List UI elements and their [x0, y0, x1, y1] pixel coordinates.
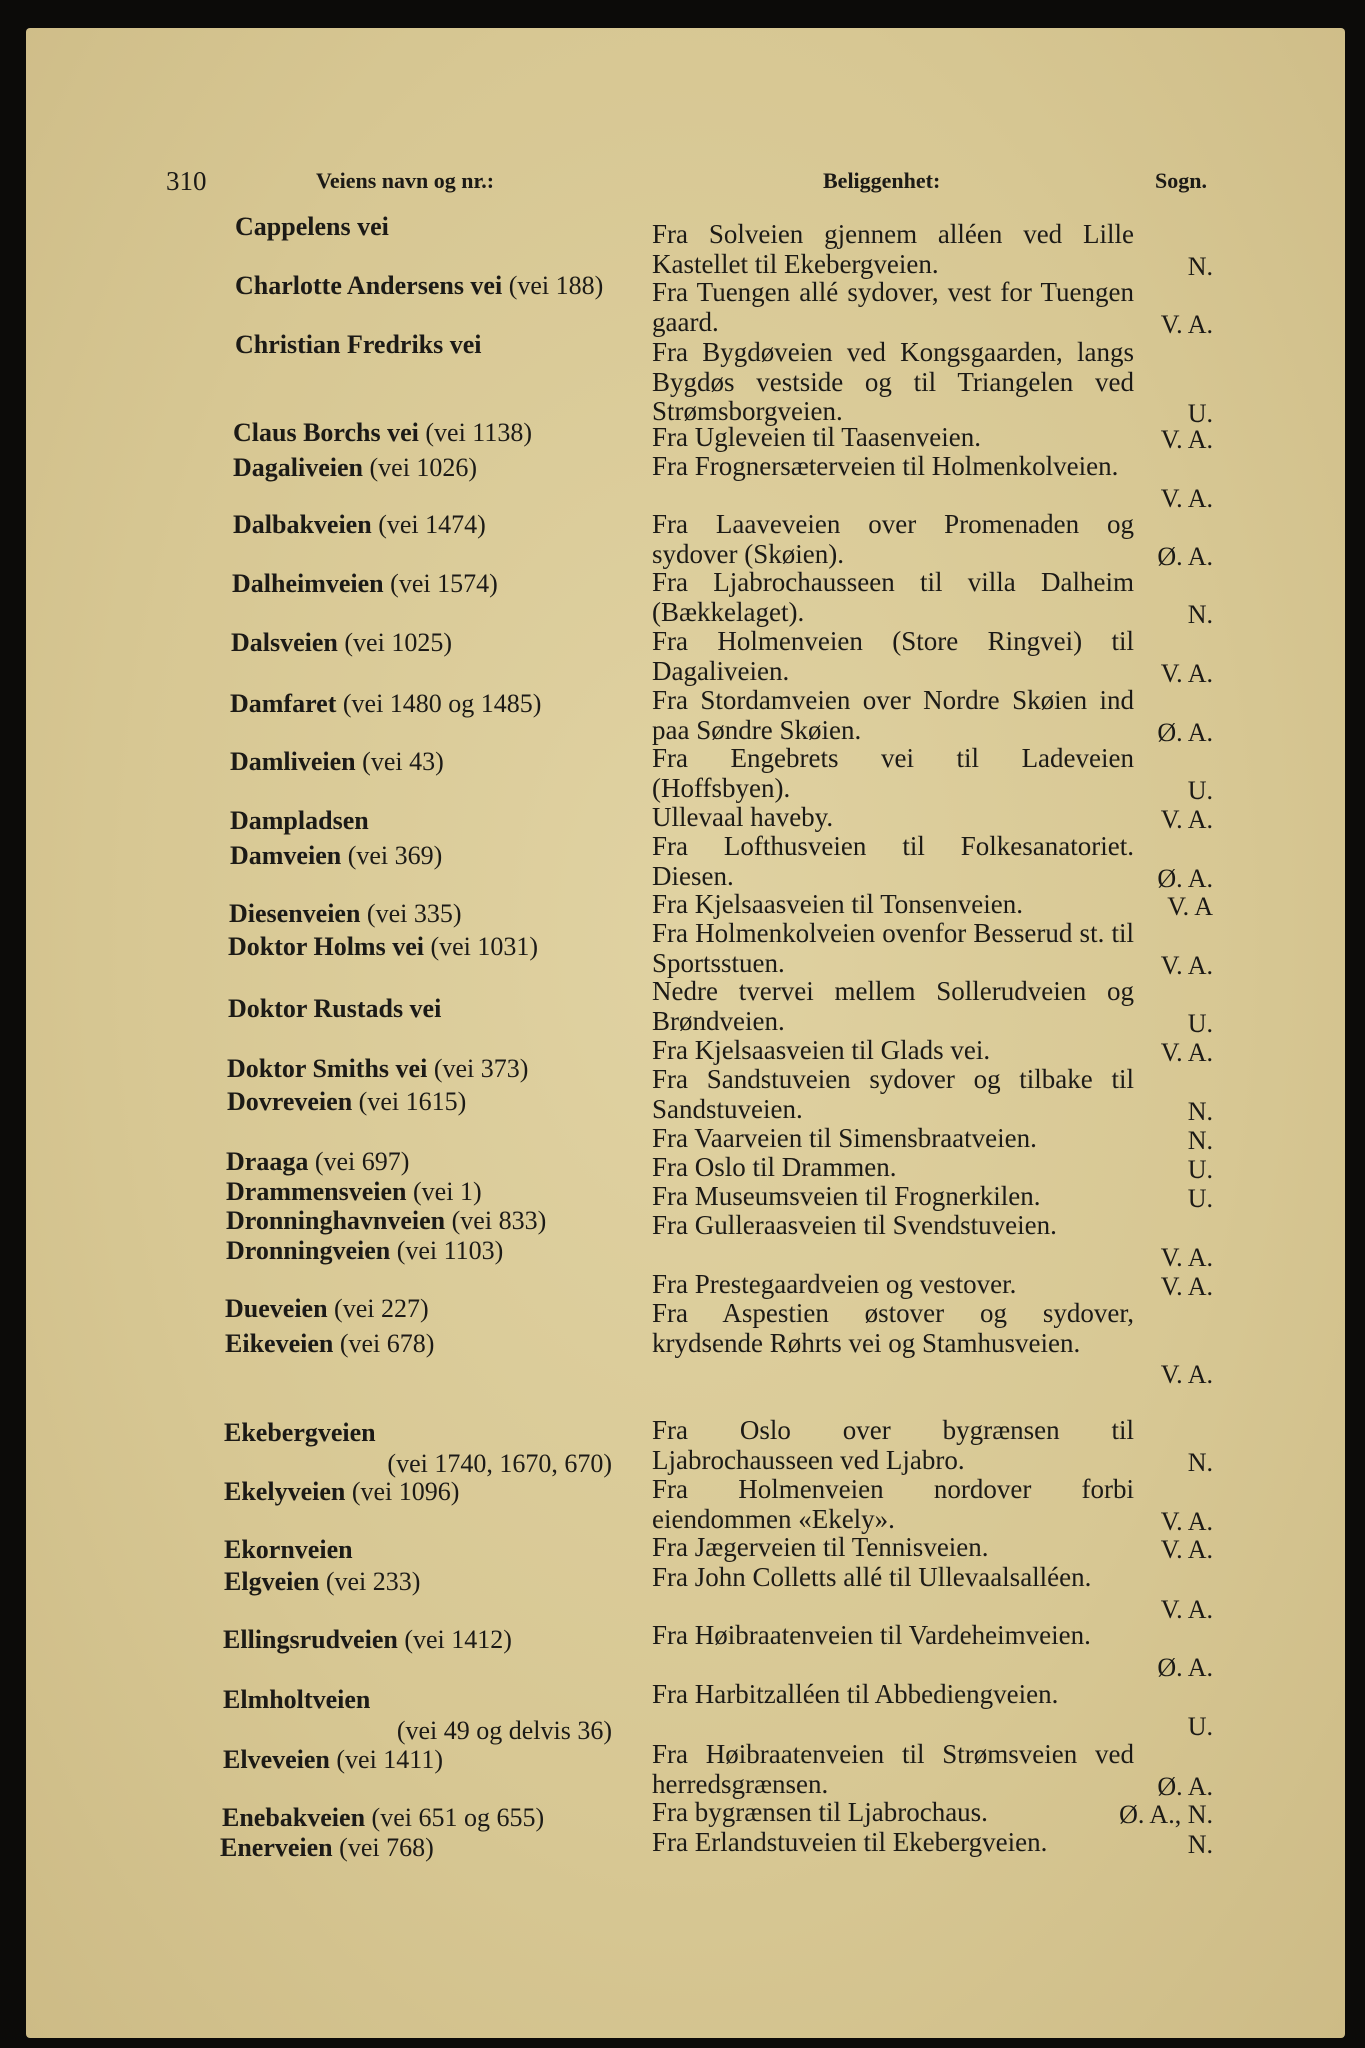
road-number: (vei 1096)	[351, 1477, 460, 1506]
parish-code: N.	[1187, 1096, 1213, 1126]
parish-code: V. A.	[1160, 1594, 1213, 1624]
street-name	[231, 628, 452, 658]
street-name-text: Enerveien	[220, 1833, 333, 1862]
street-name	[227, 1087, 466, 1117]
street-name-text: Enebakveien	[222, 1803, 366, 1832]
street-name-text: Dronningveien	[226, 1236, 391, 1265]
road-number: (vei 1103)	[396, 1236, 504, 1265]
street-name	[233, 453, 477, 483]
location-description: Fra Bygdøveien ved Kongsgaarden, langs Bygdøs vestside og til Triangelen ved Strømsborgveien.	[652, 337, 1134, 426]
location-description: Fra Ugleveien til Taasenveien.	[652, 422, 981, 452]
street-name	[229, 899, 462, 929]
road-number: (vei 678)	[339, 1329, 435, 1358]
location-description: Fra Høibraatenveien til Strømsveien ved herredsgrænsen.	[652, 1739, 1134, 1799]
parish-code: N.	[1187, 251, 1213, 281]
street-name	[225, 1294, 429, 1324]
street-name	[222, 1803, 544, 1833]
street-name-text: Doktor Rustads vei	[228, 994, 442, 1023]
street-name-text: Dueveien	[225, 1294, 328, 1323]
street-name-text: Doktor Holms vei	[228, 932, 424, 961]
street-name	[228, 932, 538, 962]
street-name-text: Eikeveien	[225, 1329, 334, 1358]
street-name-text: Damliveien	[230, 747, 356, 776]
street-name	[226, 1206, 546, 1236]
street-name-text: Ekebergveien	[224, 1418, 376, 1447]
parish-code: V. A	[1167, 892, 1213, 921]
road-number: (vei 1474)	[378, 510, 486, 539]
street-name	[223, 1625, 512, 1655]
street-name-text: Ekelyveien	[224, 1477, 346, 1506]
street-name-text: Cappelens vei	[235, 212, 389, 241]
column-header-location: Beliggenhet:	[823, 168, 941, 193]
road-number: (vei 1412)	[404, 1625, 512, 1654]
street-name	[227, 1054, 528, 1084]
location-description: Fra Kjelsaasveien til Tonsenveien.	[652, 889, 1024, 919]
column-header-parish: Sogn.	[1155, 168, 1207, 193]
parish-code: V. A.	[1160, 1038, 1213, 1067]
road-number: (vei 1026)	[369, 453, 478, 482]
parish-code: U.	[1187, 1155, 1213, 1184]
location-description: Fra Holmenveien nordover forbi eiendommen «Ekely».	[652, 1474, 1134, 1534]
parish-code: V. A.	[1160, 1360, 1213, 1389]
street-name	[226, 1147, 409, 1177]
street-name-text: Elveveien	[223, 1745, 330, 1774]
location-description: Fra Høibraatenveien til Vardeheimveien.	[652, 1620, 1091, 1650]
location-description: Nedre tvervei mellem Sollerudveien og Brøndveien.	[652, 976, 1134, 1036]
road-number: (vei 49 og delvis 36)	[396, 1716, 612, 1745]
parish-code: V. A.	[1160, 483, 1213, 513]
location-description: Fra Harbitzalléen til Abbediengveien.	[652, 1679, 1059, 1709]
road-number: (vei 43)	[362, 747, 444, 776]
street-name-text: Ellingsrudveien	[223, 1625, 398, 1654]
parish-code: V. A.	[1160, 1242, 1213, 1272]
street-name-text: Dalbakveien	[233, 510, 372, 539]
parish-code: V. A.	[1160, 309, 1213, 339]
parish-code: V. A.	[1160, 805, 1213, 834]
road-number: (vei 335)	[366, 899, 462, 928]
street-name-text: Christian Fredriks vei	[235, 330, 482, 359]
street-name	[224, 1477, 459, 1507]
street-name-text: Diesenveien	[229, 899, 361, 928]
parish-code: U.	[1187, 1008, 1213, 1038]
road-number: (vei 1480 og 1485)	[342, 689, 542, 718]
parish-code: Ø. A.	[1157, 541, 1213, 571]
street-name	[228, 994, 441, 1024]
location-description: Fra Kjelsaasveien til Glads vei.	[652, 1035, 991, 1065]
location-description: Fra Engebrets vei til Ladeveien (Hoffsbyen).	[652, 743, 1134, 803]
parish-code: Ø. A., N.	[1119, 1800, 1213, 1829]
parish-code: V. A.	[1160, 1506, 1213, 1536]
street-name-text: Doktor Smiths vei	[227, 1054, 428, 1083]
location-description: Fra Solveien gjennem alléen ved Lille Kastellet til Ekebergveien.	[652, 219, 1134, 279]
location-description: Fra Aspestien østover og sydover, krydsende Røhrts vei og Stamhusveien.	[652, 1298, 1134, 1358]
road-number: (vei 651 og 655)	[371, 1803, 545, 1832]
location-description: Fra Laaveveien over Promenaden og sydover (Skøien).	[652, 509, 1134, 569]
location-description: Fra Holmenkolveien ovenfor Besserud st. til Sportsstuen.	[652, 918, 1134, 978]
street-name	[235, 271, 603, 301]
parish-code: Ø. A.	[1157, 717, 1213, 747]
location-description: Fra Erlandstuveien til Ekebergveien.	[652, 1827, 1048, 1857]
parish-code: N.	[1187, 1830, 1213, 1859]
parish-code: N.	[1187, 1126, 1213, 1155]
street-name	[230, 806, 369, 836]
parish-code: Ø. A.	[1157, 1652, 1213, 1682]
parish-code: U.	[1187, 1184, 1213, 1213]
location-description: Fra Ljabrochausseen til villa Dalheim (Bækkelaget).	[652, 567, 1134, 627]
parish-code: Ø. A.	[1157, 863, 1213, 893]
street-name	[230, 841, 442, 871]
street-name-text: Damveien	[230, 841, 342, 870]
road-number: (vei 697)	[314, 1147, 410, 1176]
road-number: (vei 1740, 1670, 670)	[387, 1449, 612, 1478]
street-name-text: Claus Borchs vei	[233, 418, 419, 447]
column-header-name: Veiens navn og nr.:	[316, 168, 495, 193]
parish-code: V. A.	[1160, 950, 1213, 980]
parish-code: N.	[1187, 1447, 1213, 1477]
street-name	[224, 1567, 420, 1597]
street-name	[226, 1236, 503, 1266]
street-name-text: Dronninghavnveien	[226, 1206, 446, 1235]
parish-code: Ø. A.	[1157, 1771, 1213, 1801]
street-name-text: Elmholtveien	[223, 1685, 371, 1714]
street-name	[232, 569, 498, 599]
parish-code: V. A.	[1160, 1272, 1213, 1301]
street-name	[225, 1329, 434, 1359]
street-name-text: Draaga	[226, 1147, 309, 1176]
location-description: Fra Museumsveien til Frognerkilen.	[652, 1181, 1041, 1211]
road-number: (vei 833)	[451, 1206, 547, 1235]
location-description: Fra Stordamveien over Nordre Skøien ind paa Søndre Skøien.	[652, 685, 1134, 745]
road-number: (vei 369)	[347, 841, 443, 870]
street-name	[230, 747, 444, 777]
street-name	[235, 212, 389, 242]
parish-code: V. A.	[1160, 425, 1213, 454]
road-number: (vei 1025)	[344, 628, 452, 657]
parish-code: V. A.	[1160, 1535, 1213, 1564]
location-description: Fra Jægerveien til Tennisveien.	[652, 1532, 989, 1562]
location-description: Fra Tuengen allé sydover, vest for Tuengen gaard.	[652, 277, 1134, 337]
page-number: 310	[166, 166, 207, 196]
street-name-text: Dalsveien	[231, 628, 338, 657]
road-number: (vei 1615)	[358, 1087, 467, 1116]
street-name-text: Drammensveien	[226, 1177, 407, 1206]
location-description: Fra Oslo over bygrænsen til Ljabrochausseen ved Ljabro.	[652, 1415, 1134, 1475]
location-description: Fra Prestegaardveien og vestover.	[652, 1269, 1017, 1299]
location-description: Fra Lofthusveien til Folkesanatoriet. Diesen.	[652, 831, 1134, 891]
road-number: (vei 768)	[339, 1833, 434, 1862]
parish-code: U.	[1187, 1711, 1213, 1741]
street-name	[233, 510, 486, 540]
road-number: (vei 1)	[413, 1177, 482, 1206]
street-name	[224, 1535, 353, 1565]
road-number: (vei 227)	[334, 1294, 429, 1323]
location-description: Fra Sandstuveien sydover og tilbake til Sandstuveien.	[652, 1064, 1134, 1124]
location-description: Fra Oslo til Drammen.	[652, 1152, 897, 1182]
street-name-text: Dampladsen	[230, 806, 369, 835]
location-description: Fra Vaarveien til Simensbraatveien.	[652, 1123, 1037, 1153]
street-name	[223, 1685, 370, 1715]
street-name-text: Dalheimveien	[232, 569, 384, 598]
location-description: Fra Holmenveien (Store Ringvei) til Dagaliveien.	[652, 626, 1134, 686]
street-name	[224, 1418, 376, 1448]
street-name-text: Damfaret	[230, 689, 337, 718]
road-number: (vei 1031)	[430, 932, 539, 961]
street-name-text: Elgveien	[224, 1567, 320, 1596]
road-number: (vei 188)	[508, 271, 604, 300]
road-number: (vei 233)	[325, 1567, 421, 1596]
street-name-text: Charlotte Andersens vei	[235, 271, 503, 300]
parish-code: N.	[1187, 599, 1213, 629]
street-name-text: Dagaliveien	[233, 453, 363, 482]
parish-code: U.	[1187, 399, 1213, 428]
street-name	[230, 689, 541, 719]
road-number: (vei 1411)	[336, 1745, 443, 1774]
road-number: (vei 1574)	[390, 569, 498, 598]
location-description: Fra John Colletts allé til Ullevaalsalléen.	[652, 1562, 1092, 1592]
parish-code: V. A.	[1160, 658, 1213, 688]
road-number: (vei 1138)	[425, 418, 532, 447]
location-description: Fra bygrænsen til Ljabrochaus.	[652, 1797, 988, 1827]
street-name	[223, 1745, 443, 1775]
parish-code: U.	[1187, 775, 1213, 805]
street-name	[220, 1833, 434, 1863]
location-description: Fra Gulleraasveien til Svendstuveien.	[652, 1210, 1057, 1240]
street-name	[233, 418, 532, 448]
street-name	[226, 1177, 482, 1207]
street-name-text: Ekornveien	[224, 1535, 353, 1564]
location-description: Fra Frognersæterveien til Holmenkolveien.	[652, 451, 1119, 481]
street-name	[235, 330, 482, 360]
street-name-text: Dovreveien	[227, 1087, 353, 1116]
road-number: (vei 373)	[433, 1054, 529, 1083]
location-description: Ullevaal haveby.	[652, 802, 834, 832]
